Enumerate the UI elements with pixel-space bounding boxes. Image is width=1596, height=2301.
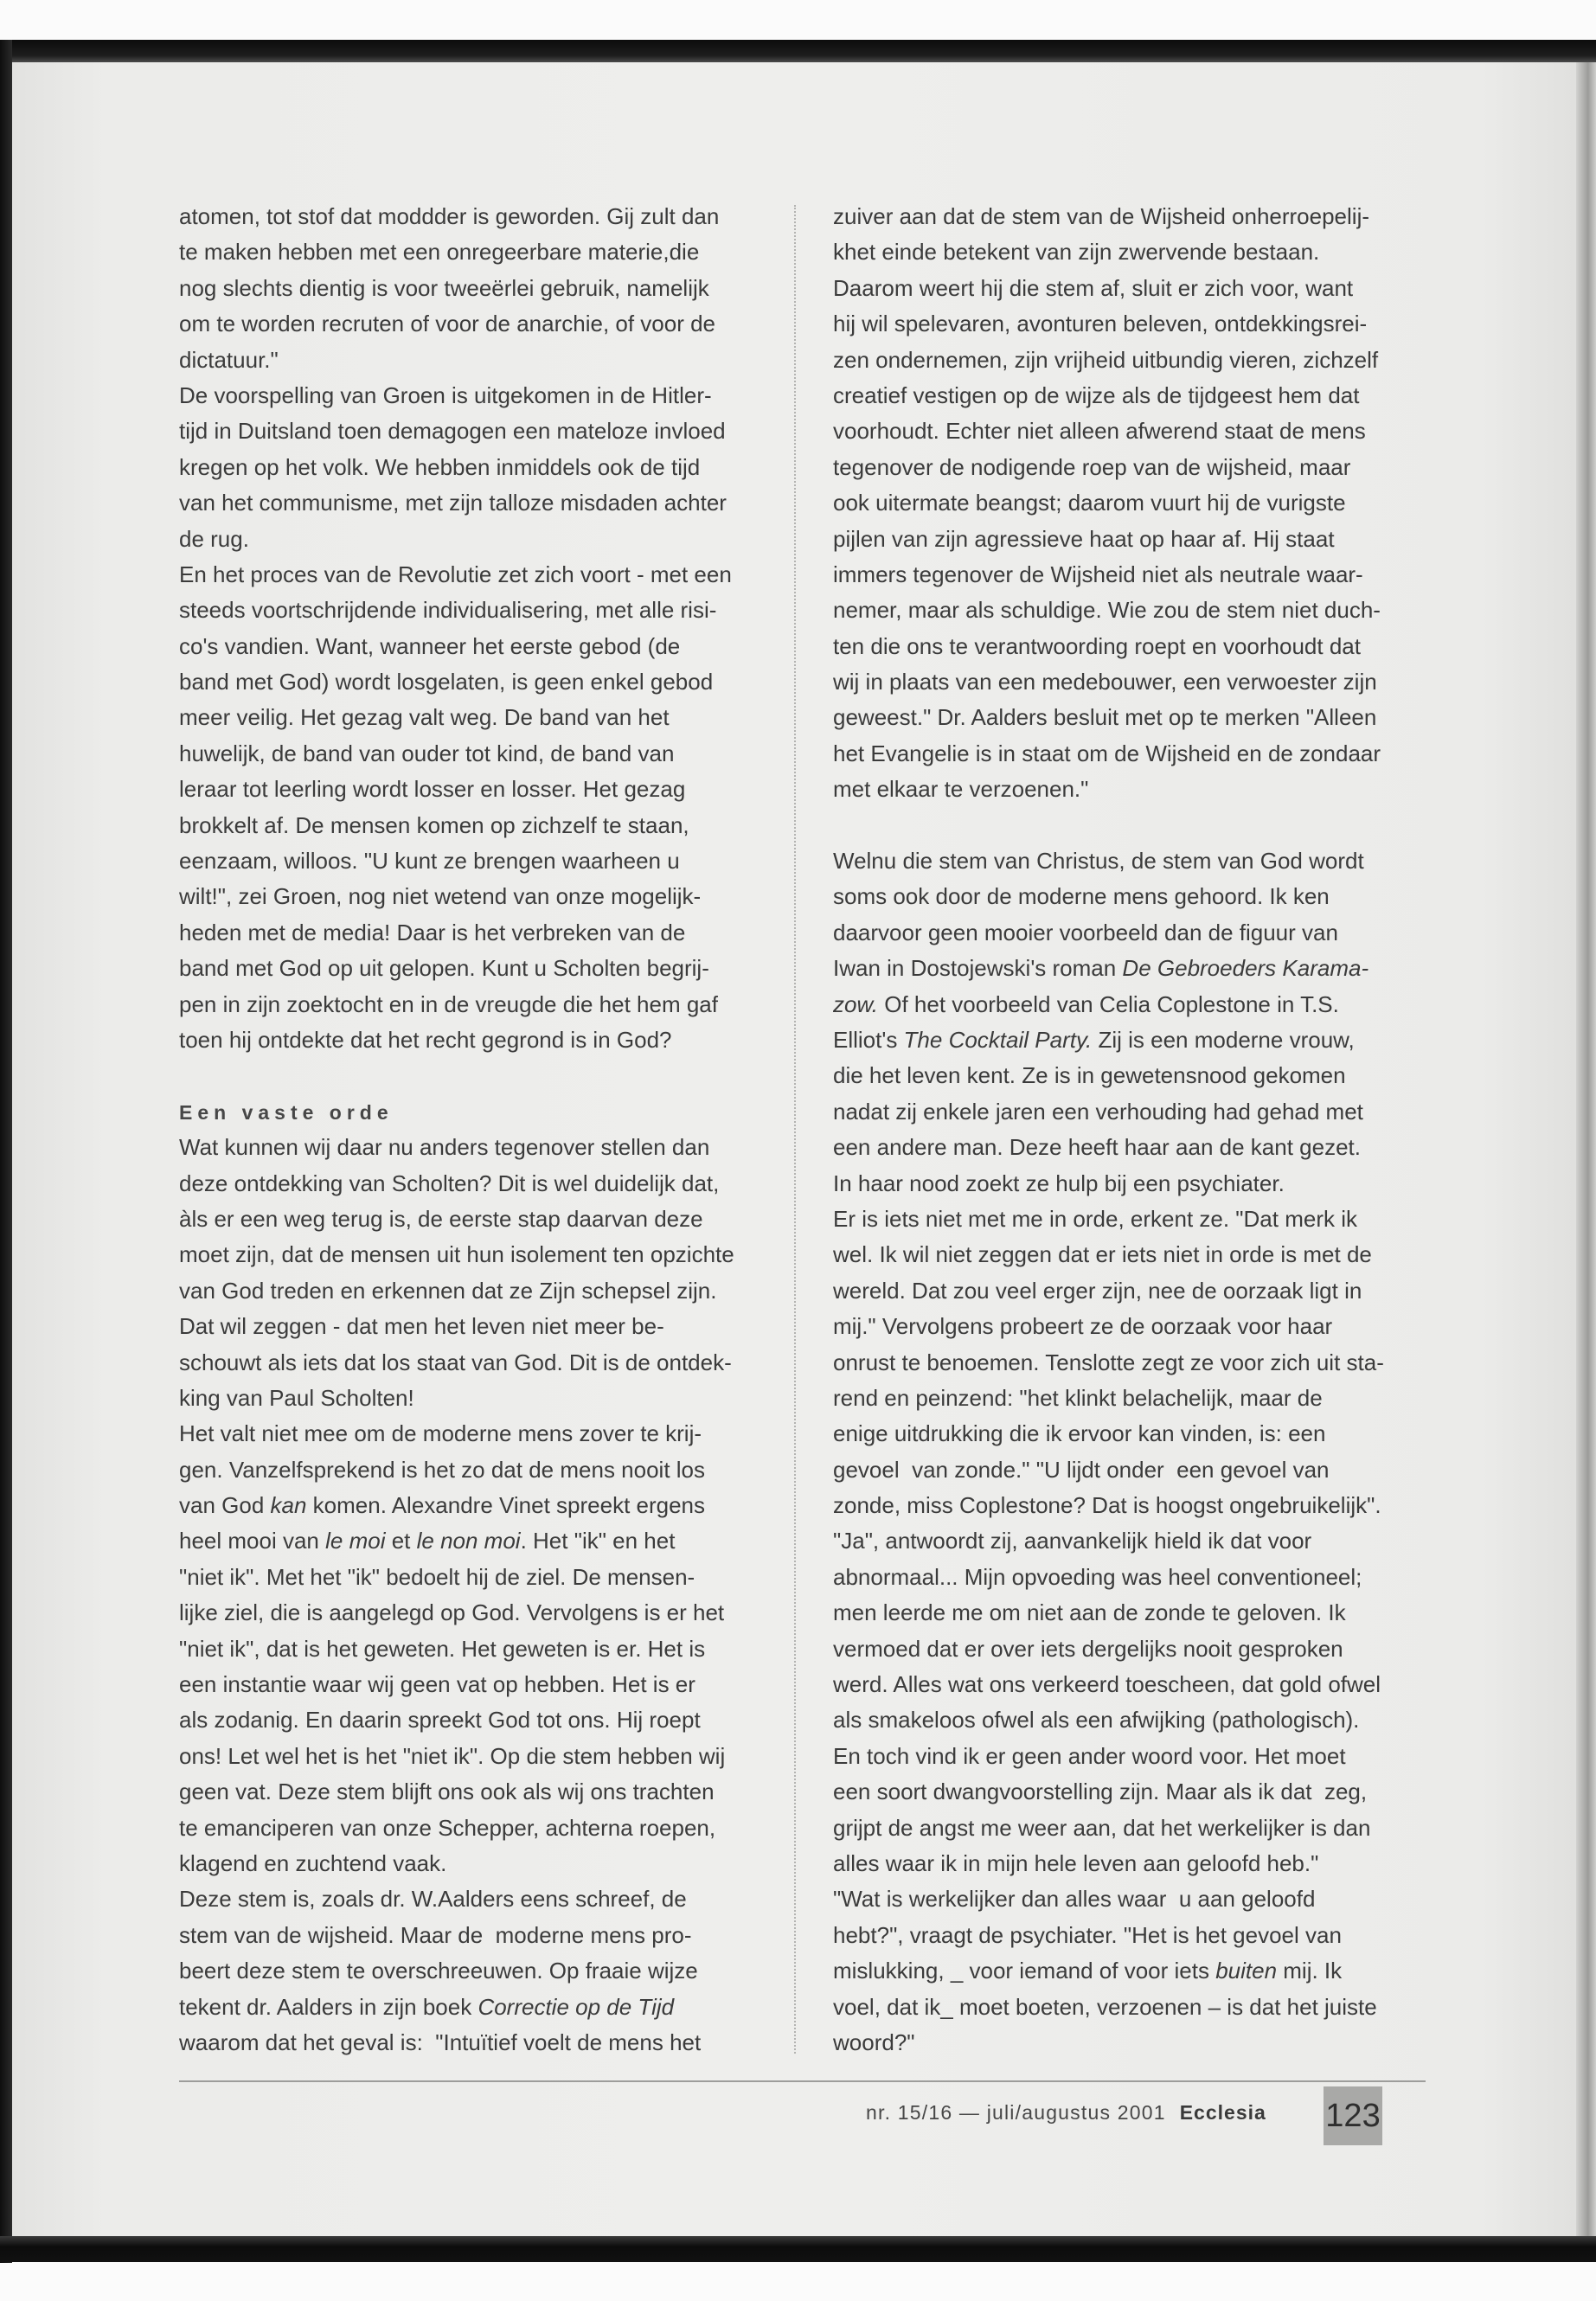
text-line xyxy=(179,879,770,914)
line-text: met elkaar te verzoenen." xyxy=(833,776,1089,803)
line-text: wilt!", zei Groen, nog niet wetend van onze mogelijk- xyxy=(179,883,702,910)
line-text: gen. Vanzelfsprekend is het zo dat de mens nooit los xyxy=(179,1456,706,1483)
text-line xyxy=(833,1918,1431,1953)
text-line xyxy=(833,1237,1431,1272)
text-line xyxy=(179,664,770,700)
blank-line xyxy=(179,1058,770,1093)
text-line xyxy=(833,951,1431,986)
line-text: beert deze stem te overschreeuwen. Op fraaie wijze xyxy=(179,1958,698,1984)
text-line xyxy=(833,593,1431,628)
text-segment: heel mooi van xyxy=(179,1528,326,1554)
line-text: toen hij ontdekte dat het recht gegrond is in God? xyxy=(179,1026,672,1053)
text-line xyxy=(833,1022,1431,1058)
line-text: "Wat is werkelijker dan alles waar u aan geloofd xyxy=(833,1886,1316,1913)
text-line xyxy=(833,1488,1431,1523)
text-segment: mislukking, _ voor iemand of voor iets xyxy=(833,1958,1216,1984)
line-text: rend en peinzend: "het klinkt belachelijk, maar de xyxy=(833,1384,1323,1411)
line-text: enige uitdrukking die ik ervoor kan vinden, is: een xyxy=(833,1420,1326,1447)
line-text: de rug. xyxy=(179,525,249,552)
text-line xyxy=(179,378,770,413)
text-line xyxy=(179,485,770,521)
line-text xyxy=(179,1488,705,1523)
text-line xyxy=(833,413,1431,449)
line-text: immers tegenover de Wijsheid niet als neutrale waar- xyxy=(833,561,1363,587)
text-line xyxy=(179,1811,770,1846)
line-text: van het communisme, met zijn talloze misdaden achter xyxy=(179,490,727,516)
line-text: huwelijk, de band van ouder tot kind, de band van xyxy=(179,740,675,766)
text-line xyxy=(179,1166,770,1202)
line-text: geweest." Dr. Aalders besluit met op te merken "Alleen xyxy=(833,704,1377,731)
line-text: ons! Let wel het is het "niet ik". Op die stem hebben wij xyxy=(179,1742,726,1769)
line-text: hij wil spelevaren, avonturen beleven, ontdekkingsrei- xyxy=(833,311,1368,337)
blank-line xyxy=(833,808,1431,843)
text-line xyxy=(179,1918,770,1953)
text-line xyxy=(179,1667,770,1702)
text-line xyxy=(179,450,770,485)
text-segment: Of het voorbeeld van Celia Coplestone in T.S. xyxy=(878,990,1339,1017)
text-line xyxy=(833,522,1431,557)
text-line xyxy=(833,1667,1431,1702)
text-line xyxy=(833,1094,1431,1130)
line-text: Wat kunnen wij daar nu anders tegenover stellen dan xyxy=(179,1134,710,1161)
line-text: onrust te benoemen. Tenslotte zegt ze voor zich uit sta- xyxy=(833,1349,1384,1375)
text-line xyxy=(179,1381,770,1416)
line-text: pijlen van zijn agressieve haat op haar af. Hij staat xyxy=(833,525,1335,552)
text-line xyxy=(179,271,770,306)
text-segment: Zij is een moderne vrouw, xyxy=(1092,1026,1355,1053)
italic-text: le moi xyxy=(325,1528,386,1554)
line-text: ten die ons te verantwoording roept en voorhoudt dat xyxy=(833,632,1361,659)
text-line xyxy=(179,700,770,735)
line-text: nadat zij enkele jaren een verhouding had gehad met xyxy=(833,1098,1363,1125)
text-line xyxy=(179,1237,770,1272)
line-text: geen vat. Deze stem blijft ons ook als wij ons trachten xyxy=(179,1779,715,1805)
italic-text: buiten xyxy=(1215,1958,1278,1984)
text-line xyxy=(179,1846,770,1881)
line-text: En toch vind ik er geen ander woord voor. Het moet xyxy=(833,1742,1346,1769)
text-line xyxy=(833,772,1431,807)
line-text xyxy=(179,1523,675,1559)
text-line xyxy=(833,199,1431,234)
text-line xyxy=(833,736,1431,772)
text-line xyxy=(179,413,770,449)
line-text: àls er een weg terug is, de eerste stap daarvan deze xyxy=(179,1205,703,1232)
line-text: wereld. Dat zou veel erger zijn, nee de oorzaak ligt in xyxy=(833,1277,1362,1304)
text-line xyxy=(179,843,770,879)
section-heading-text: Een vaste orde xyxy=(179,1100,394,1124)
text-line xyxy=(833,1631,1431,1667)
text-line xyxy=(179,234,770,270)
text-segment: . Het "ik" en het xyxy=(520,1528,676,1554)
line-text: king van Paul Scholten! xyxy=(179,1384,414,1411)
line-text: band met God) wordt losgelaten, is geen enkel gebod xyxy=(179,669,714,695)
line-text xyxy=(833,951,1368,986)
line-text: "Ja", antwoordt zij, aanvankelijk hield ik dat voor xyxy=(833,1528,1312,1554)
line-text: men leerde me om niet aan de zonde te geloven. Ik xyxy=(833,1599,1346,1626)
line-text: band met God op uit gelopen. Kunt u Scholten begrij- xyxy=(179,955,709,982)
line-text xyxy=(179,1990,674,2025)
text-line xyxy=(833,271,1431,306)
text-line xyxy=(179,1953,770,1989)
line-text: abnormaal... Mijn opvoeding was heel conventioneel; xyxy=(833,1563,1362,1590)
line-text: grijpt de angst me weer aan, dat het werkelijker is dan xyxy=(833,1814,1371,1841)
text-line xyxy=(833,1452,1431,1488)
line-text: het Evangelie is in staat om de Wijsheid en de zondaar xyxy=(833,740,1381,766)
text-line xyxy=(833,343,1431,378)
text-line xyxy=(179,1595,770,1631)
text-line xyxy=(833,450,1431,485)
text-line xyxy=(179,808,770,843)
column-divider xyxy=(794,205,796,2054)
line-text: nemer, maar als schuldige. Wie zou de stem niet duch- xyxy=(833,597,1381,624)
text-line xyxy=(179,343,770,378)
line-text: schouwt als iets dat los staat van God. Dit is de ontdek- xyxy=(179,1349,732,1375)
line-text: dictatuur." xyxy=(179,346,279,373)
line-text: leraar tot leerling wordt losser en losser. Het gezag xyxy=(179,776,686,803)
text-line xyxy=(833,1130,1431,1165)
line-text: voel, dat ik_ moet boeten, verzoenen – is dat het juiste xyxy=(833,1993,1377,2020)
line-text: van God treden en erkennen dat ze Zijn schepsel zijn. xyxy=(179,1277,717,1304)
line-text: als zodanig. En daarin spreekt God tot ons. Hij roept xyxy=(179,1707,701,1734)
line-text: ook uitermate beangst; daarom vuurt hij de vurigste xyxy=(833,490,1346,516)
line-text: voorhoudt. Echter niet alleen afwerend staat de mens xyxy=(833,418,1366,445)
scan-top-edge xyxy=(0,40,1596,62)
line-text: kregen op het volk. We hebben inmiddels ook de tijd xyxy=(179,453,701,480)
text-line xyxy=(179,593,770,628)
line-text: khet einde betekent van zijn zwervende bestaan. xyxy=(833,239,1320,266)
line-text: De voorspelling van Groen is uitgekomen in de Hitler- xyxy=(179,381,712,408)
text-line xyxy=(833,1953,1431,1989)
text-line xyxy=(833,1309,1431,1344)
line-text: moet zijn, dat de mensen uit hun isolement ten opzichte xyxy=(179,1241,734,1268)
line-text: "niet ik", dat is het geweten. Het geweten is er. Het is xyxy=(179,1635,706,1662)
line-text xyxy=(833,1022,1355,1058)
line-text: stem van de wijsheid. Maar de moderne mens pro- xyxy=(179,1921,692,1948)
line-text: Deze stem is, zoals dr. W.Aalders eens schreef, de xyxy=(179,1886,687,1913)
line-text: lijke ziel, die is aangelegd op God. Vervolgens is er het xyxy=(179,1599,725,1626)
line-text: soms ook door de moderne mens gehoord. Ik ken xyxy=(833,883,1330,910)
line-text: zuiver aan dat de stem van de Wijsheid onherroepelij- xyxy=(833,203,1370,229)
italic-text: De Gebroeders Karama- xyxy=(1122,955,1369,982)
line-text: te emanciperen van onze Schepper, achterna roepen, xyxy=(179,1814,716,1841)
text-line xyxy=(833,1381,1431,1416)
issue-label: nr. 15/16 — juli/augustus 2001 xyxy=(866,2100,1166,2124)
section-heading xyxy=(179,1094,770,1130)
text-line xyxy=(833,1881,1431,1917)
text-line xyxy=(179,306,770,342)
text-line xyxy=(179,1990,770,2025)
text-line xyxy=(179,736,770,772)
line-text: wij in plaats van een medebouwer, een verwoester zijn xyxy=(833,669,1377,695)
text-line xyxy=(833,664,1431,700)
text-line xyxy=(833,557,1431,593)
text-line xyxy=(833,915,1431,951)
text-line xyxy=(833,1595,1431,1631)
text-line xyxy=(179,1560,770,1595)
line-text: woord?" xyxy=(833,2029,915,2055)
italic-text: zow. xyxy=(833,990,879,1017)
footer-rule xyxy=(179,2080,1426,2082)
text-line xyxy=(833,1560,1431,1595)
text-segment: et xyxy=(385,1528,417,1554)
line-text: creatief vestigen op de wijze als de tijdgeest hem dat xyxy=(833,381,1360,408)
line-text: heden met de media! Daar is het verbreken van de xyxy=(179,919,686,945)
italic-text: le non moi xyxy=(416,1528,521,1554)
line-text: vermoed dat er over iets dergelijks nooit gesproken xyxy=(833,1635,1343,1662)
text-line xyxy=(833,987,1431,1022)
text-line xyxy=(833,1273,1431,1309)
text-line xyxy=(833,1416,1431,1452)
text-line xyxy=(179,557,770,593)
left-text-column xyxy=(179,199,770,2061)
text-line xyxy=(833,306,1431,342)
line-text: klagend en zuchtend vaak. xyxy=(179,1849,447,1876)
line-text: een instantie waar wij geen vat op hebben. Het is er xyxy=(179,1671,695,1698)
text-line xyxy=(833,1345,1431,1381)
line-text: om te worden recruten of voor de anarchie, of voor de xyxy=(179,311,716,337)
text-line xyxy=(179,1631,770,1667)
italic-text: The Cocktail Party. xyxy=(903,1026,1093,1053)
line-text: In haar nood zoekt ze hulp bij een psychiater. xyxy=(833,1170,1285,1196)
text-line xyxy=(179,1774,770,1810)
text-line xyxy=(833,2025,1431,2061)
text-line xyxy=(179,1345,770,1381)
text-line xyxy=(179,1022,770,1058)
line-text: hebt?", vraagt de psychiater. "Het is het gevoel van xyxy=(833,1921,1342,1948)
text-line xyxy=(179,987,770,1022)
text-line xyxy=(833,879,1431,914)
line-text: Dat wil zeggen - dat men het leven niet meer be- xyxy=(179,1313,664,1340)
text-line xyxy=(179,1202,770,1237)
text-line xyxy=(833,1058,1431,1093)
text-segment: tekent dr. Aalders in zijn boek xyxy=(179,1993,478,2020)
line-text: tegenover de nodigende roep van de wijsheid, maar xyxy=(833,453,1351,480)
text-line xyxy=(833,1702,1431,1738)
text-line xyxy=(833,1774,1431,1810)
line-text: mij." Vervolgens probeert ze de oorzaak voor haar xyxy=(833,1313,1333,1340)
magazine-name: Ecclesia xyxy=(1179,2100,1266,2124)
line-text: "niet ik". Met het "ik" bedoelt hij de ziel. De mensen- xyxy=(179,1563,695,1590)
italic-text: Correctie op de Tijd xyxy=(478,1993,675,2020)
text-line xyxy=(179,2025,770,2061)
text-line xyxy=(833,700,1431,735)
line-text: co's vandien. Want, wanneer het eerste gebod (de xyxy=(179,632,681,659)
text-line xyxy=(179,629,770,664)
line-text: gevoel van zonde." "U lijdt onder een gevoel van xyxy=(833,1456,1330,1483)
text-line xyxy=(833,1846,1431,1881)
text-line xyxy=(179,1739,770,1774)
line-text: daarvoor geen mooier voorbeeld dan de figuur van xyxy=(833,919,1338,945)
line-text: waarom dat het geval is: "Intuïtief voelt de mens het xyxy=(179,2029,702,2055)
text-line xyxy=(179,1273,770,1309)
text-line xyxy=(179,951,770,986)
text-segment: komen. Alexandre Vinet spreekt ergens xyxy=(306,1492,706,1519)
line-text xyxy=(833,1953,1342,1989)
page-number: 123 xyxy=(1324,2086,1382,2145)
text-line xyxy=(833,843,1431,879)
scan-right-edge xyxy=(1576,62,1596,2236)
text-line xyxy=(179,1416,770,1452)
text-line xyxy=(179,1881,770,1917)
text-line xyxy=(179,199,770,234)
text-line xyxy=(179,522,770,557)
text-line xyxy=(179,1130,770,1165)
line-text: een soort dwangvoorstelling zijn. Maar als ik dat zeg, xyxy=(833,1779,1368,1805)
line-text: tijd in Duitsland toen demagogen een mateloze invloed xyxy=(179,418,726,445)
text-line xyxy=(833,1166,1431,1202)
line-text: werd. Alles wat ons verkeerd toescheen, dat gold ofwel xyxy=(833,1671,1381,1698)
line-text: alles waar ik in mijn hele leven aan geloofd heb." xyxy=(833,1849,1319,1876)
text-line xyxy=(179,1309,770,1344)
text-line xyxy=(833,234,1431,270)
line-text: brokkelt af. De mensen komen op zichzelf te staan, xyxy=(179,811,689,838)
text-line xyxy=(179,1452,770,1488)
right-text-column xyxy=(833,199,1431,2061)
text-line xyxy=(833,1990,1431,2025)
scan-bottom-edge xyxy=(0,2236,1596,2262)
line-text: wel. Ik wil niet zeggen dat er iets niet in orde is met de xyxy=(833,1241,1372,1268)
line-text: meer veilig. Het gezag valt weg. De band van het xyxy=(179,704,670,731)
line-text: te maken hebben met een onregeerbare materie,die xyxy=(179,239,700,266)
line-text: Het valt niet mee om de moderne mens zover te krij- xyxy=(179,1420,702,1447)
italic-text: kan xyxy=(270,1492,307,1519)
line-text: Daarom weert hij die stem af, sluit er zich voor, want xyxy=(833,274,1354,301)
text-line xyxy=(179,915,770,951)
text-segment: Iwan in Dostojewski's roman xyxy=(833,955,1123,982)
text-segment: Elliot's xyxy=(833,1026,904,1053)
line-text: Welnu die stem van Christus, de stem van God wordt xyxy=(833,848,1364,875)
text-line xyxy=(179,1523,770,1559)
text-segment: van God xyxy=(179,1492,271,1519)
line-text: die het leven kent. Ze is in gewetensnood gekomen xyxy=(833,1062,1346,1089)
text-line xyxy=(833,485,1431,521)
line-text: als smakeloos ofwel als een afwijking (pathologisch). xyxy=(833,1707,1360,1734)
text-line xyxy=(833,1739,1431,1774)
line-text: een andere man. Deze heeft haar aan de kant gezet. xyxy=(833,1134,1361,1161)
line-text: atomen, tot stof dat moddder is geworden. Gij zult dan xyxy=(179,203,720,229)
text-line xyxy=(179,1488,770,1523)
line-text: nog slechts dientig is voor tweeërlei gebruik, namelijk xyxy=(179,274,709,301)
line-text: En het proces van de Revolutie zet zich voort - met een xyxy=(179,561,732,587)
line-text: zonde, miss Coplestone? Dat is hoogst ongebruikelijk". xyxy=(833,1492,1381,1519)
text-line xyxy=(833,629,1431,664)
text-line xyxy=(179,772,770,807)
line-text: eenzaam, willoos. "U kunt ze brengen waarheen u xyxy=(179,848,680,875)
line-text: zen ondernemen, zijn vrijheid uitbundig vieren, zichzelf xyxy=(833,346,1379,373)
text-line xyxy=(833,378,1431,413)
line-text: deze ontdekking van Scholten? Dit is wel duidelijk dat, xyxy=(179,1170,720,1196)
line-text xyxy=(833,987,1339,1022)
line-text: steeds voortschrijdende individualisering, met alle risi- xyxy=(179,597,717,624)
footer xyxy=(866,2098,1266,2127)
scan-left-edge xyxy=(0,40,12,2263)
text-line xyxy=(833,1523,1431,1559)
line-text: Er is iets niet met me in orde, erkent ze. "Dat merk ik xyxy=(833,1205,1357,1232)
text-line xyxy=(179,1702,770,1738)
text-line xyxy=(833,1202,1431,1237)
line-text: pen in zijn zoektocht en in de vreugde die het hem gaf xyxy=(179,990,718,1017)
text-segment: mij. Ik xyxy=(1277,1958,1343,1984)
text-line xyxy=(833,1811,1431,1846)
